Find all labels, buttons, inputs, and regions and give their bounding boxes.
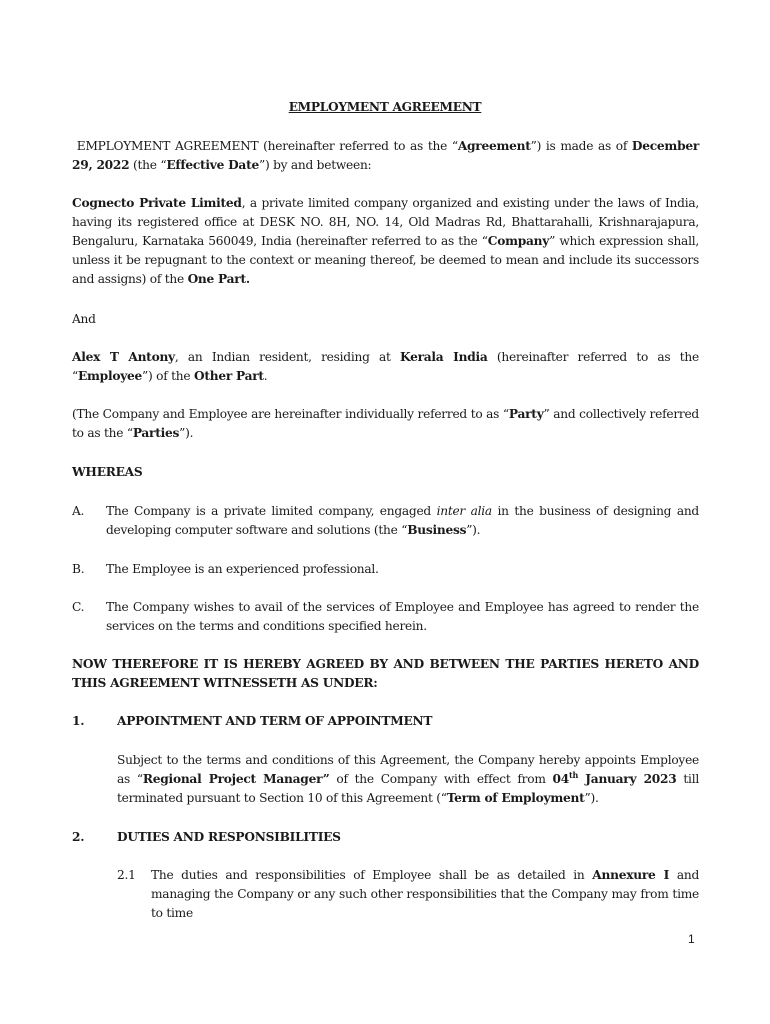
- section-1-paragraph: Subject to the terms and conditions of this Agreement, the Company hereby appoints Employee as “Regional Project Manager” of the Company with effect from 04th January 2023 till terminated pursuant to Section 10 of this Agreement (“Term of Employment”).: [117, 753, 699, 805]
- recital-text: The Company is a private limited company, engaged inter alia in the business of designing and developing computer software and solutions (the “Business”).: [106, 504, 699, 537]
- recital-text: The Company wishes to avail of the services of Employee and Employee has agreed to render the services on the terms and conditions specified herein.: [106, 600, 699, 633]
- page-number: 1: [688, 932, 695, 946]
- clause-number: 2.1: [117, 868, 136, 882]
- recital-label: C.: [72, 600, 85, 614]
- now-therefore-clause: NOW THEREFORE IT IS HEREBY AGREED BY AND BETWEEN THE PARTIES HERETO AND THIS AGREEMENT WITNESSETH AS UNDER:: [72, 657, 699, 690]
- clause-text: The duties and responsibilities of Employee shall be as detailed in Annexure I and managing the Company or any such other responsibilities that the Company may from time to time: [151, 868, 699, 920]
- whereas-heading: WHEREAS: [72, 465, 143, 479]
- document-title: EMPLOYMENT AGREEMENT: [288, 100, 482, 114]
- recital-label: B.: [72, 562, 85, 576]
- employee-paragraph: Alex T Antony, an Indian resident, residing at Kerala India (hereinafter referred to as the “Employee”) of the Other Part.: [72, 350, 699, 383]
- parties-paragraph: (The Company and Employee are hereinafter individually referred to as “Party” and collectively referred to as the “Parties”).: [72, 407, 699, 440]
- section-title: DUTIES AND RESPONSIBILITIES: [117, 830, 341, 844]
- recital-label: A.: [72, 504, 85, 518]
- intro-paragraph: EMPLOYMENT AGREEMENT (hereinafter referred to as the “Agreement”) is made as of December 29, 2022 (the “Effective Date”) by and between:: [72, 139, 700, 172]
- and-line: And: [72, 312, 96, 326]
- section-number: 1.: [72, 714, 85, 728]
- company-paragraph: Cognecto Private Limited, a private limited company organized and existing under the laws of India, having its registered office at DESK NO. 8H, NO. 14, Old Madras Rd, Bhattarahalli, Krishnarajapura, Bengaluru, Karnataka 560049, India (hereinafter referred to as the “Company” which expression shall, unless it be repugnant to the context or meaning thereof, be deemed to mean and include its successors and assigns) of the One Part.: [72, 196, 699, 286]
- section-number: 2.: [72, 830, 85, 844]
- section-title: APPOINTMENT AND TERM OF APPOINTMENT: [117, 714, 433, 728]
- recital-text: The Employee is an experienced professional.: [106, 562, 379, 576]
